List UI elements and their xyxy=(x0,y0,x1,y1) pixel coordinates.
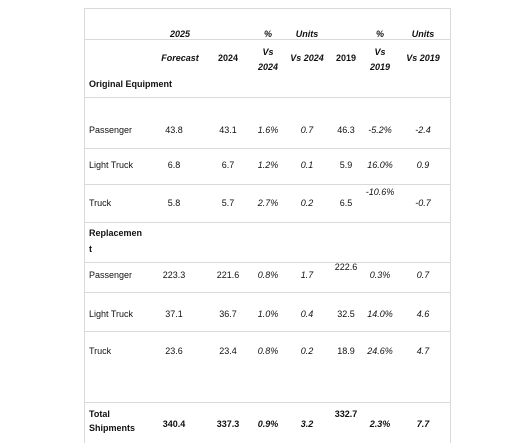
header-2025: 2025 xyxy=(169,29,191,39)
row-divider xyxy=(85,292,450,293)
cell-units-2024: 0.2 xyxy=(300,198,314,208)
cell-units-2024: 0.2 xyxy=(300,346,314,356)
cell-units-2024: 0.1 xyxy=(300,160,314,170)
row-label: Passenger xyxy=(89,270,133,280)
header-2019: 2019 xyxy=(335,53,357,63)
row-divider xyxy=(85,184,450,185)
cell-2019: 46.3 xyxy=(337,125,355,135)
cell-2019: 332.7 xyxy=(334,409,358,419)
cell-2019: 5.9 xyxy=(339,160,353,170)
cell-units-2019: 0.9 xyxy=(416,160,430,170)
header-pct-2024-3: 2024 xyxy=(257,62,279,72)
cell-2024: 221.6 xyxy=(216,270,240,280)
cell-pct-2019: 0.3% xyxy=(369,270,391,280)
row-divider xyxy=(85,148,450,149)
row-label: Truck xyxy=(89,346,112,356)
cell-units-2024: 0.7 xyxy=(300,125,314,135)
section-replacement-wrap: t xyxy=(89,244,92,254)
row-label: Passenger xyxy=(89,125,133,135)
cell-forecast: 223.3 xyxy=(162,270,186,280)
row-label-total: Total xyxy=(89,409,110,419)
cell-pct-2024: 0.8% xyxy=(257,346,279,356)
header-units-2024-2: Vs 2024 xyxy=(290,53,324,63)
cell-pct-2024: 0.8% xyxy=(257,270,279,280)
section-original-equipment: Original Equipment xyxy=(89,79,173,89)
cell-units-2024: 1.7 xyxy=(300,270,314,280)
cell-pct-2024: 1.2% xyxy=(257,160,279,170)
header-pct-2019-3: 2019 xyxy=(369,62,391,72)
cell-2019: 32.5 xyxy=(337,309,355,319)
cell-pct-2019: -10.6% xyxy=(365,187,395,197)
cell-pct-2019: 16.0% xyxy=(367,160,393,170)
cell-2024: 337.3 xyxy=(216,419,240,429)
cell-2024: 43.1 xyxy=(219,125,237,135)
row-label: Light Truck xyxy=(89,309,134,319)
cell-forecast: 6.8 xyxy=(167,160,181,170)
shipments-table xyxy=(84,8,451,443)
cell-2019: 222.6 xyxy=(334,262,358,272)
cell-units-2019: 0.7 xyxy=(416,270,430,280)
cell-pct-2024: 0.9% xyxy=(257,419,279,429)
cell-2024: 23.4 xyxy=(219,346,237,356)
cell-units-2024: 0.4 xyxy=(300,309,314,319)
cell-units-2024: 3.2 xyxy=(300,419,314,429)
cell-units-2019: 4.7 xyxy=(416,346,430,356)
cell-units-2019: -2.4 xyxy=(415,125,431,135)
header-forecast: Forecast xyxy=(161,53,199,63)
cell-forecast: 5.8 xyxy=(167,198,181,208)
row-divider xyxy=(85,331,450,332)
cell-2024: 6.7 xyxy=(221,160,235,170)
section-replacement: Replacemen xyxy=(89,228,143,238)
row-label: Light Truck xyxy=(89,160,134,170)
row-divider xyxy=(85,222,450,223)
row-label-total-2: Shipments xyxy=(89,423,136,433)
cell-2019: 6.5 xyxy=(339,198,353,208)
row-divider xyxy=(85,39,450,40)
row-label: Truck xyxy=(89,198,112,208)
header-units-2019-2: Vs 2019 xyxy=(406,53,440,63)
cell-units-2019: -0.7 xyxy=(415,198,431,208)
cell-units-2019: 7.7 xyxy=(416,419,430,429)
row-divider xyxy=(85,262,450,263)
cell-pct-2019: 2.3% xyxy=(369,419,391,429)
header-units-2024-1: Units xyxy=(295,29,319,39)
header-2024: 2024 xyxy=(217,53,239,63)
cell-pct-2019: -5.2% xyxy=(368,125,392,135)
cell-pct-2024: 1.6% xyxy=(257,125,279,135)
cell-2024: 5.7 xyxy=(221,198,235,208)
cell-pct-2024: 2.7% xyxy=(257,198,279,208)
row-divider xyxy=(85,402,450,403)
cell-forecast: 37.1 xyxy=(165,309,183,319)
cell-forecast: 43.8 xyxy=(165,125,183,135)
cell-units-2019: 4.6 xyxy=(416,309,430,319)
header-units-2019-1: Units xyxy=(411,29,435,39)
cell-forecast: 23.6 xyxy=(165,346,183,356)
cell-2019: 18.9 xyxy=(337,346,355,356)
header-pct-2024-2: Vs xyxy=(262,47,274,57)
cell-forecast: 340.4 xyxy=(162,419,186,429)
cell-pct-2019: 14.0% xyxy=(367,309,393,319)
header-pct-2019-1: % xyxy=(375,29,384,39)
row-divider xyxy=(85,97,450,98)
cell-pct-2019: 24.6% xyxy=(367,346,393,356)
cell-2024: 36.7 xyxy=(219,309,237,319)
cell-pct-2024: 1.0% xyxy=(257,309,279,319)
header-pct-2024-1: % xyxy=(263,29,272,39)
header-pct-2019-2: Vs xyxy=(374,47,386,57)
